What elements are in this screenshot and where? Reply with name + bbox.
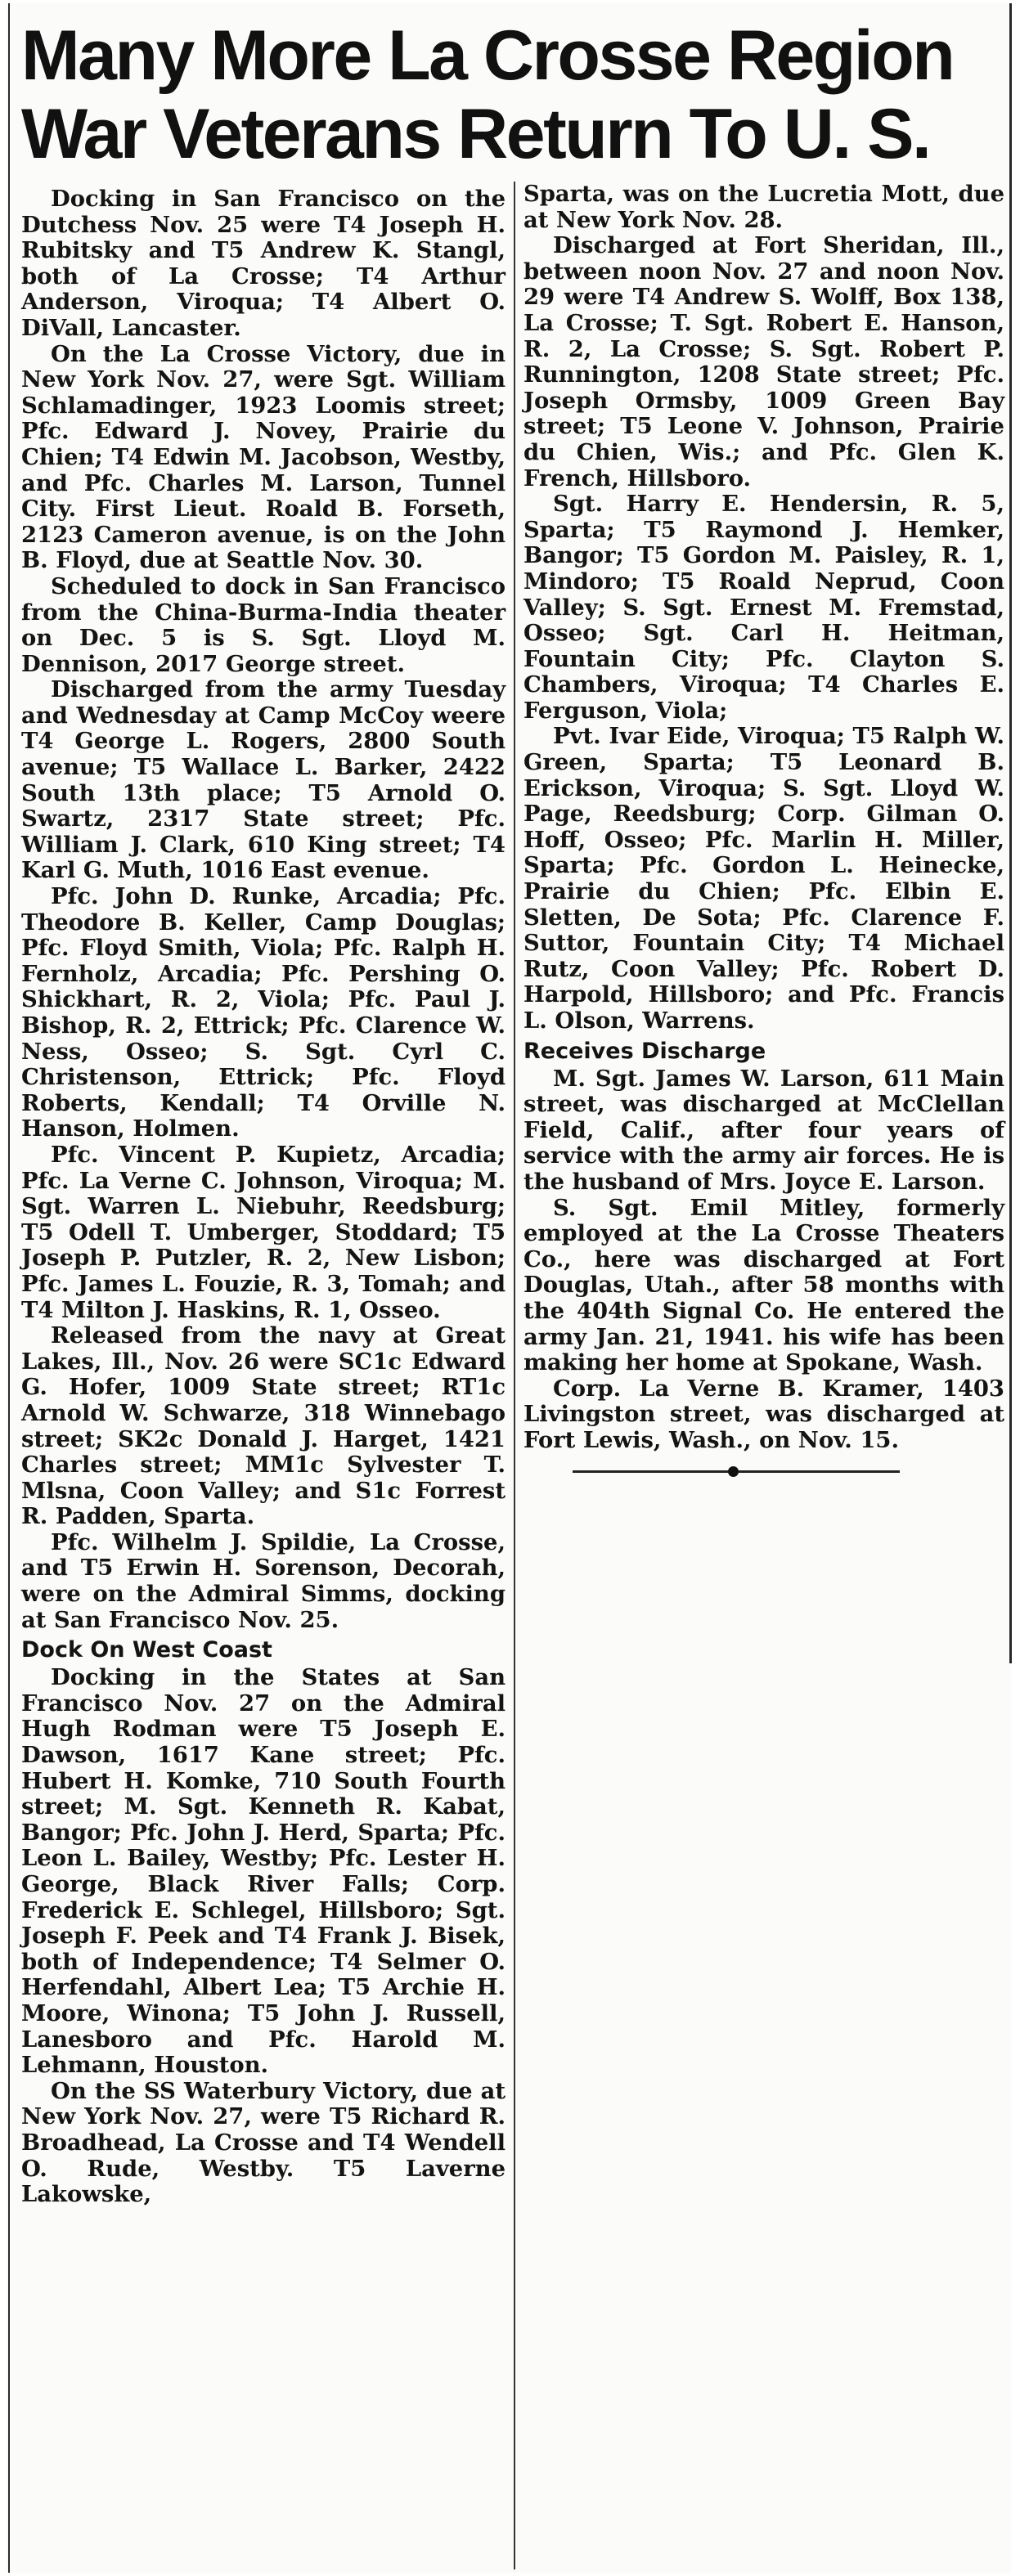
clipping-left-border: [8, 3, 10, 2573]
paragraph: Discharged at Fort Sheridan, Ill., between noon Nov. 27 and noon Nov. 29 were T4 Andrew S. Wolff, Box 138, La Crosse; T. Sgt. Robert E. Hanson, R. 2, La Crosse; S. Sgt. Robert P. Runnington, 1208 State street; Pfc. Joseph Ormsby, 1009 Green Bay street; T5 Leone V. Johnson, Prairie du Chien, Wis.; and Pfc. Glen K. French, Hillsboro.: [523, 232, 1004, 491]
paragraph: Docking in San Francisco on the Dutchess Nov. 25 were T4 Joseph H. Rubitsky and T5 Andrew K. Stangl, both of La Crosse; T4 Arthur Anderson, Viroqua; T4 Albert O. DiVall, Lancaster.: [21, 186, 506, 341]
paragraph: Corp. La Verne B. Kramer, 1403 Livingston street, was discharged at Fort Lewis, Wash., on Nov. 15.: [523, 1375, 1004, 1453]
subhead-receives-discharge: Receives Discharge: [523, 1038, 766, 1064]
paragraph: Scheduled to dock in San Francisco from the China-Burma-India theater on Dec. 5 is S. Sgt. Lloyd M. Dennison, 2017 George street.: [21, 572, 506, 677]
paragraph: Pfc. Vincent P. Kupietz, Arcadia; Pfc. La Verne C. Johnson, Viroqua; M. Sgt. Warren L. Niebuhr, Reedsburg; T5 Odell T. Umberger, Stoddard; T5 Joseph P. Putzler, R. 2, New Lisbon; Pfc. James L. Fouzie, R. 3, Tomah; and T4 Milton J. Haskins, R. 1, Osseo.: [21, 1141, 506, 1323]
article-column-2: [523, 182, 1004, 1477]
paragraph: Pfc. Wilhelm J. Spildie, La Crosse, and T5 Erwin H. Sorenson, Decorah, were on the Admiral Simms, docking at San Francisco Nov. 25.: [21, 1528, 506, 1633]
subhead-dock-on-west-coast: Dock On West Coast: [21, 1637, 272, 1663]
end-rule-dot: [728, 1466, 739, 1477]
paragraph: Pvt. Ivar Eide, Viroqua; T5 Ralph W. Green, Sparta; T5 Leonard B. Erickson, Viroqua; S. Sgt. Lloyd W. Page, Reedsburg; Corp. Gilman O. Hoff, Osseo; Pfc. Marlin H. Miller, Sparta; Pfc. Gordon L. Heinecke, Prairie du Chien; Pfc. Elbin E. Sletten, De Sota; Pfc. Clarence F. Suttor, Fountain City; T4 Michael Rutz, Coon Valley; Pfc. Robert D. Harpold, Hillsboro; and Pfc. Francis L. Olson, Warrens.: [523, 723, 1004, 1034]
paragraph: M. Sgt. James W. Larson, 611 Main street, was discharged at McClellan Field, Calif., after four years of service with the army air forces. He is the husband of Mrs. Joyce E. Larson.: [523, 1065, 1004, 1195]
article-column-1: [21, 186, 506, 2208]
paragraph: Sparta, was on the Lucretia Mott, due at New York Nov. 28.: [523, 181, 1004, 233]
paragraph: Discharged from the army Tuesday and Wednesday at Camp McCoy weere T4 George L. Rogers, 2800 South avenue; T5 Wallace L. Barker, 2422 South 13th place; T5 Arnold O. Swartz, 2317 State street; Pfc. William J. Clark, 610 King street; T4 Karl G. Muth, 1016 East evenue.: [21, 676, 506, 884]
paragraph: S. Sgt. Emil Mitley, formerly employed at the La Crosse Theaters Co., here was discharged at Fort Douglas, Utah., after 58 months with the 404th Signal Co. He entered the army Jan. 21, 1941. his wife has been making her home at Spokane, Wash.: [523, 1194, 1004, 1376]
paragraph: Docking in the States at San Francisco Nov. 27 on the Admiral Hugh Rodman were T5 Joseph E. Dawson, 1617 Kane street; Pfc. Hubert H. Komke, 710 South Fourth street; M. Sgt. Kenneth R. Kabat, Bangor; Pfc. John J. Herd, Sparta; Pfc. Leon L. Bailey, Westby; Pfc. Lester H. George, Black River Falls; Corp. Frederick E. Schlegel, Hillsboro; Sgt. Joseph F. Peek and T4 Frank J. Bisek, both of Independence; T4 Selmer O. Herfendahl, Albert Lea; T5 Archie H. Moore, Winona; T5 John J. Russell, Lanesboro and Pfc. Harold M. Lehmann, Houston.: [21, 1664, 506, 2079]
headline-line-1: Many More La Crosse Region: [21, 16, 954, 95]
paragraph: Pfc. John D. Runke, Arcadia; Pfc. Theodore B. Keller, Camp Douglas; Pfc. Floyd Smith, Viola; Pfc. Ralph H. Fernholz, Arcadia; Pfc. Pershing O. Shickhart, R. 2, Viola; Pfc. Paul J. Bishop, R. 2, Ettrick; Pfc. Clarence W. Ness, Osseo; S. Sgt. Cyrl C. Christenson, Ettrick; Pfc. Floyd Roberts, Kendall; T4 Orville N. Hanson, Holmen.: [21, 883, 506, 1142]
column-divider: [514, 182, 515, 2569]
headline: [21, 16, 1003, 173]
paragraph: On the SS Waterbury Victory, due at New York Nov. 27, were T5 Richard R. Broadhead, La Crosse and T4 Wendell O. Rude, Westby. T5 Laverne Lakowske,: [21, 2077, 506, 2208]
paragraph: Released from the navy at Great Lakes, Ill., Nov. 26 were SC1c Edward G. Hofer, 1009 State street; RT1c Arnold W. Schwarze, 318 Winnebago street; SK2c Donald J. Harget, 1421 Charles street; MM1c Sylvester T. Mlsna, Coon Valley; and S1c Forrest R. Padden, Sparta.: [21, 1322, 506, 1530]
paragraph: Sgt. Harry E. Hendersin, R. 5, Sparta; T5 Raymond J. Hemker, Bangor; T5 Gordon M. Paisley, R. 1, Mindoro; T5 Roald Neprud, Coon Valley; S. Sgt. Ernest M. Fremstad, Osseo; Sgt. Carl H. Heitman, Fountain City; Pfc. Clayton S. Chambers, Viroqua; T4 Charles E. Ferguson, Viola;: [523, 491, 1004, 724]
headline-line-2: War Veterans Return To U. S.: [21, 95, 930, 173]
end-of-article-rule: [573, 1465, 900, 1477]
paragraph: On the La Crosse Victory, due in New York Nov. 27, were Sgt. William Schlamadinger, 1923 Loomis street; Pfc. Edward J. Novey, Prairie du Chien; T4 Edwin M. Jacobson, Westby, and Pfc. Charles M. Larson, Tunnel City. First Lieut. Roald B. Forseth, 2123 Cameron avenue, is on the John B. Floyd, due at Seattle Nov. 30.: [21, 340, 506, 574]
clipping-right-border: [1009, 3, 1012, 1663]
